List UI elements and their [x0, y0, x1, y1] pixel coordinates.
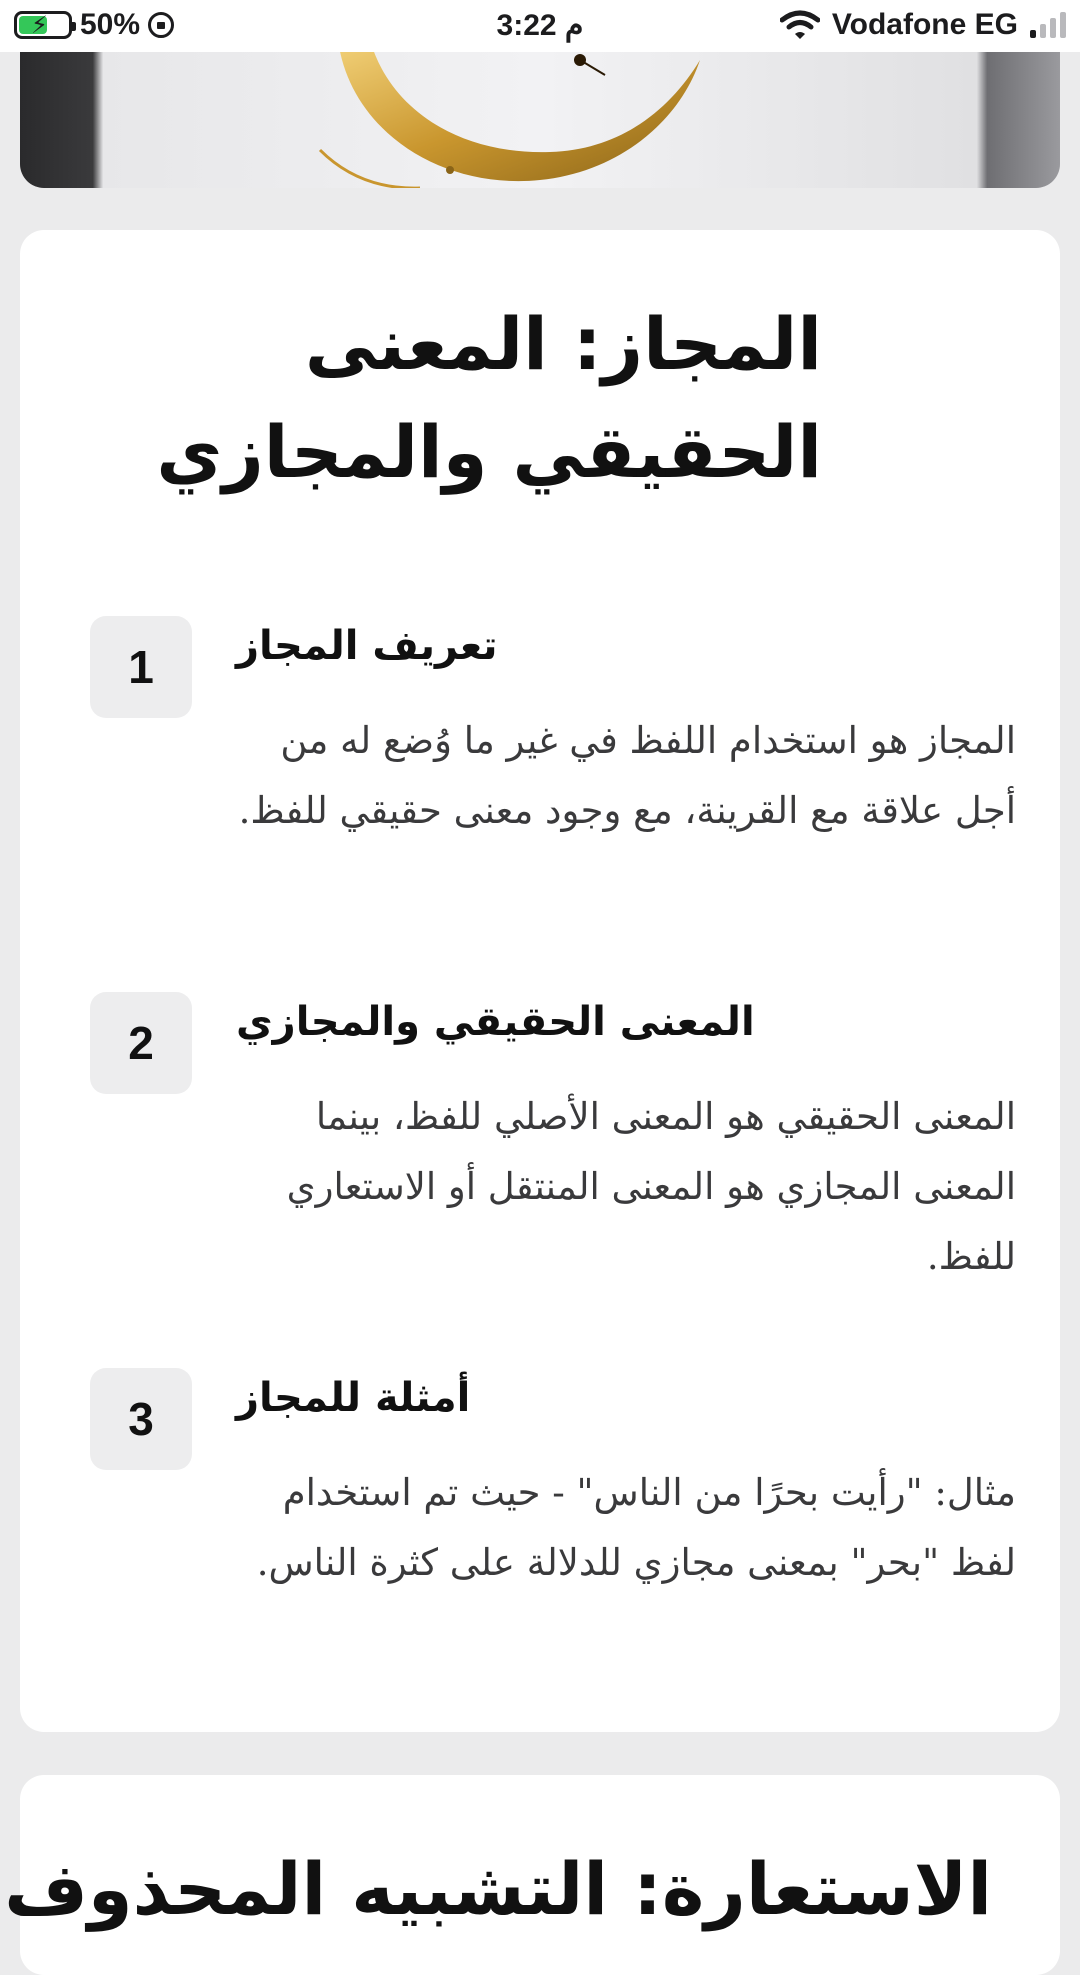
content-card-majaz [20, 230, 1060, 1732]
section-title: المجاز: المعنى الحقيقي والمجازي [156, 302, 822, 494]
item-heading: أمثلة للمجاز [236, 1375, 471, 1421]
section-title: الاستعارة: التشبيه المحذوف [4, 1847, 992, 1931]
golden-crescent-art [20, 40, 1060, 188]
battery-percent: 50% [80, 8, 141, 41]
item-heading: تعريف المجاز [236, 623, 498, 669]
wifi-icon [780, 10, 820, 40]
item-text: مثال: "رأيت بحرًا من الناس" - حيث تم استخدام لفظ "بحر" بمعنى مجازي للدلالة على كثرة الناس. [256, 1471, 1016, 1584]
battery-icon: ⚡ [14, 11, 72, 39]
status-bar [0, 0, 1080, 52]
content-card-istiaara [4, 1775, 1060, 1975]
item-text: المجاز هو استخدام اللفظ في غير ما وُضع له من أجل علاقة مع القرينة، مع وجود معنى حقيقي للفظ. [238, 719, 1016, 832]
signal-strength-icon [1030, 12, 1066, 38]
item-number-badge: 3 [90, 1368, 192, 1470]
item-number-badge: 2 [90, 992, 192, 1094]
item-text: المعنى الحقيقي هو المعنى الأصلي للفظ، بينما المعنى المجازي هو المعنى المنتقل أو الاستعاري للفظ. [286, 1095, 1016, 1278]
hero-image [20, 40, 1060, 188]
status-time: 3:22 م [496, 9, 584, 42]
status-right [780, 8, 1066, 42]
item-number-badge: 1 [90, 616, 192, 718]
item-heading: المعنى الحقيقي والمجازي [236, 999, 755, 1045]
carrier-name: Vodafone EG [831, 8, 1018, 41]
